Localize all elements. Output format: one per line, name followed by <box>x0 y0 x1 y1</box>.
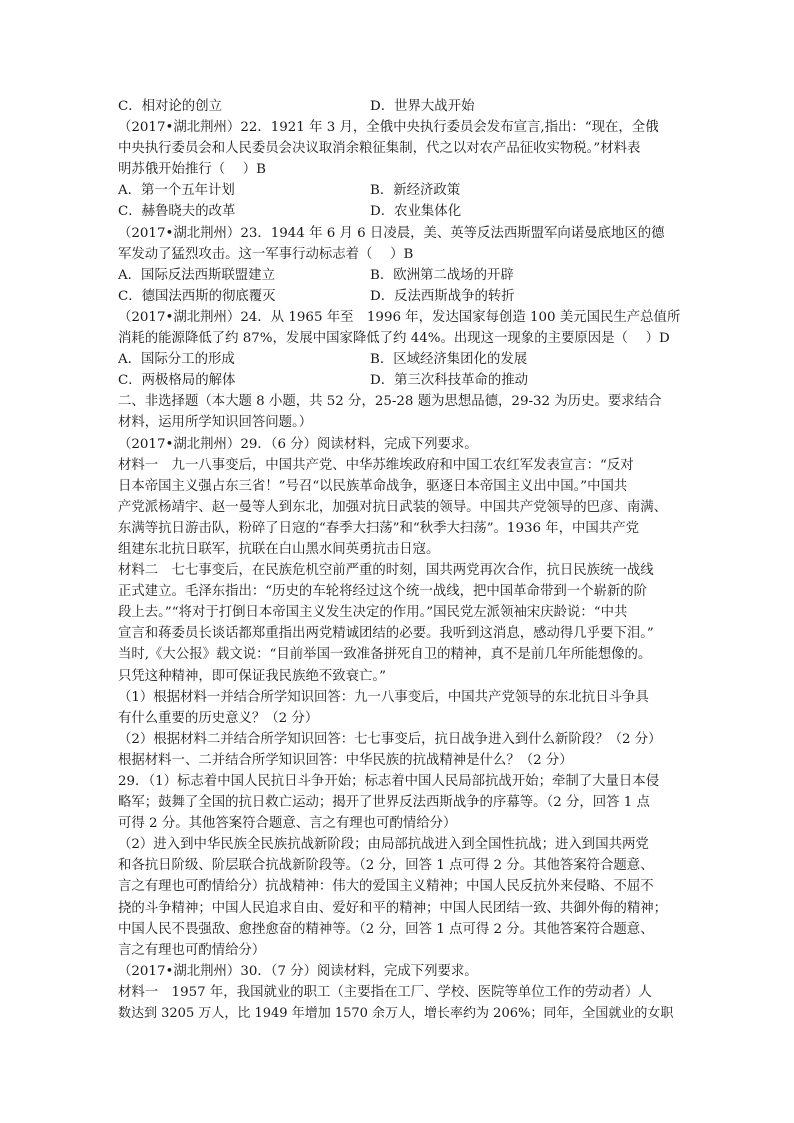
text-line: 略军；鼓舞了全国的抗日救亡运动；揭开了世界反法西斯战争的序幕等。（2 分，回答 1 点 <box>118 795 650 811</box>
option-text: C．相对论的创立 <box>118 99 222 114</box>
option-text: D．第三次科技革命的推动 <box>370 373 529 389</box>
option-text: C．赫鲁晓夫的改革 <box>118 204 236 220</box>
text-line: 材料一 九一八事变后，中国共产党、中华苏维埃政府和中国工农红军发表宣言：“反对 <box>118 457 634 473</box>
document-page <box>118 96 681 1024</box>
text-line: 明苏俄开始推行（ ）B <box>118 162 267 178</box>
option-text: A．国际分工的形成 <box>118 352 235 368</box>
text-line: 有什么重要的历史意义？（2 分） <box>118 710 319 726</box>
text-line: 段上去。”“将对于打倒日本帝国主义发生决定的作用。”国民党左派领袖宋庆龄说：“中共 <box>118 605 628 621</box>
text-line: 正式建立。毛泽东指出：“历史的车轮将经过这个统一战线，把中国革命带到一个崭新的阶 <box>118 584 648 600</box>
option-text: B．区域经济集团化的发展 <box>370 352 528 368</box>
option-row <box>118 201 678 222</box>
text-line: 当时,《大公报》载文说：“目前举国一致准备拼死自卫的精神，真不是前几年所能想像的。 <box>118 647 652 663</box>
text-line: 产党派杨靖宇、赵一曼等人到东北，加强对抗日武装的领导。中国共产党领导的巴彦、南满、 <box>118 499 668 515</box>
option-text: C．德国法西斯的彻底覆灭 <box>118 288 276 304</box>
text-line: 材料，运用所学知识回答问题。） <box>118 415 313 431</box>
text-line: 根据材料一、二并结合所学知识回答：中华民族的抗战精神是什么？（2 分） <box>118 752 573 768</box>
text-line: 言之有理也可酌情给分） <box>118 942 266 958</box>
text-line: 军发动了猛烈攻击。这一军事行动标志着（ ）B <box>118 246 414 262</box>
text-line: （2017•湖北荆州）22．1921 年 3 月，全俄中央执行委员会发布宣言,指出：“现在，全俄 <box>118 120 659 136</box>
text-line: 二、非选择题（本大题 8 小题，共 52 分，25-28 题为思想品德，29-32 为历史。要求结合 <box>118 394 662 410</box>
text-line: （2）根据材料二并结合所学知识回答：七七事变后，抗日战争进入到什么新阶段？（2 分） <box>118 731 662 747</box>
text-line: 材料一 1957 年，我国就业的职工（主要指在工厂、学校、医院等单位工作的劳动者）人 <box>118 984 652 1000</box>
text-line: （1）根据材料一并结合所学知识回答：九一八事变后，中国共产党领导的东北抗日斗争具 <box>118 689 649 705</box>
option-text: A．国际反法西斯联盟建立 <box>118 267 275 283</box>
text-line: 言之有理也可酌情给分）抗战精神：伟大的爱国主义精神；中国人民反抗外来侵略、不屈不 <box>118 879 654 895</box>
option-text: D．世界大战开始 <box>370 99 475 114</box>
option-row <box>118 349 678 370</box>
option-text: D．反法西斯战争的转折 <box>370 288 515 304</box>
text-line: 数达到 3205 万人，比 1949 年增加 1570 余万人，增长率约为 206%；同年，全国就业的女职 <box>118 1006 674 1022</box>
text-line: 消耗的能源降低了约 87%，发展中国家降低了约 44%。出现这一现象的主要原因是（ ）D <box>118 331 670 347</box>
text-line: 挠的斗争精神；中国人民追求自由、爱好和平的精神；中国人民团结一致、共御外侮的精神； <box>118 900 668 916</box>
option-row <box>118 96 678 117</box>
option-text: B．新经济政策 <box>370 183 461 199</box>
text-line: （2017•湖北荆州）30．（7 分）阅读材料，完成下列要求。 <box>118 963 478 979</box>
option-text: D．农业集体化 <box>370 204 462 220</box>
option-text: A．第一个五年计划 <box>118 183 235 199</box>
text-line: 只凭这种精神，即可保证我民族绝不致衰亡。” <box>118 668 386 684</box>
text-line: （2017•湖北荆州）29．（6 分）阅读材料，完成下列要求。 <box>118 436 478 452</box>
option-row <box>118 370 678 391</box>
option-row <box>118 265 678 286</box>
option-text: C．两极格局的解体 <box>118 373 236 389</box>
text-line: （2017•湖北荆州）24．从 1965 年至 1996 年，发达国家每创造 100 美元国民生产总值所 <box>118 309 681 325</box>
text-line: 东满等抗日游击队，粉碎了日寇的“春季大扫荡”和“秋季大扫荡”。1936 年，中国共产党 <box>118 520 639 536</box>
text-line: 中央执行委员会和人民委员会决议取消余粮征集制，代之以对农产品征收实物税。”材料表 <box>118 141 641 157</box>
option-row <box>118 286 678 307</box>
text-line: 和各抗日阶级、阶层联合抗战新阶段等。（2 分，回答 1 点可得 2 分。其他答案符合题意、 <box>118 858 654 874</box>
text-line: 中国人民不畏强敌、愈挫愈奋的精神等。（2 分，回答 1 点可得 2 分。其他答案符合题意、 <box>118 921 654 937</box>
text-line: 宣言和蒋委员长谈话都郑重指出两党精诚团结的必要。我听到这消息，感动得几乎要下泪。” <box>118 626 654 642</box>
text-line: （2）进入到中华民族全民族抗战新阶段；由局部抗战进入到全国性抗战；进入到国共两党 <box>118 837 649 853</box>
text-line: 29．（1）标志着中国人民抗日斗争开始；标志着中国人民局部抗战开始；牵制了大量日本侵 <box>118 774 660 789</box>
text-line: 日本帝国主义强占东三省！”号召“以民族革命战争，驱逐日本帝国主义出中国。”中国共 <box>118 478 628 494</box>
text-line: 材料二 七七事变后，在民族危机空前严重的时刻，国共两党再次合作，抗日民族统一战线 <box>118 563 654 579</box>
option-text: B．欧洲第二战场的开辟 <box>370 267 514 283</box>
text-line: 组建东北抗日联军，抗联在白山黑水间英勇抗击日寇。 <box>118 541 440 557</box>
text-line: 可得 2 分。其他答案符合题意、言之有理也可酌情给分） <box>118 816 457 832</box>
text-line: （2017•湖北荆州）23．1944 年 6 月 6 日凌晨，美、英等反法西斯盟军向诺曼底地区的德 <box>118 225 665 241</box>
option-row <box>118 180 678 201</box>
